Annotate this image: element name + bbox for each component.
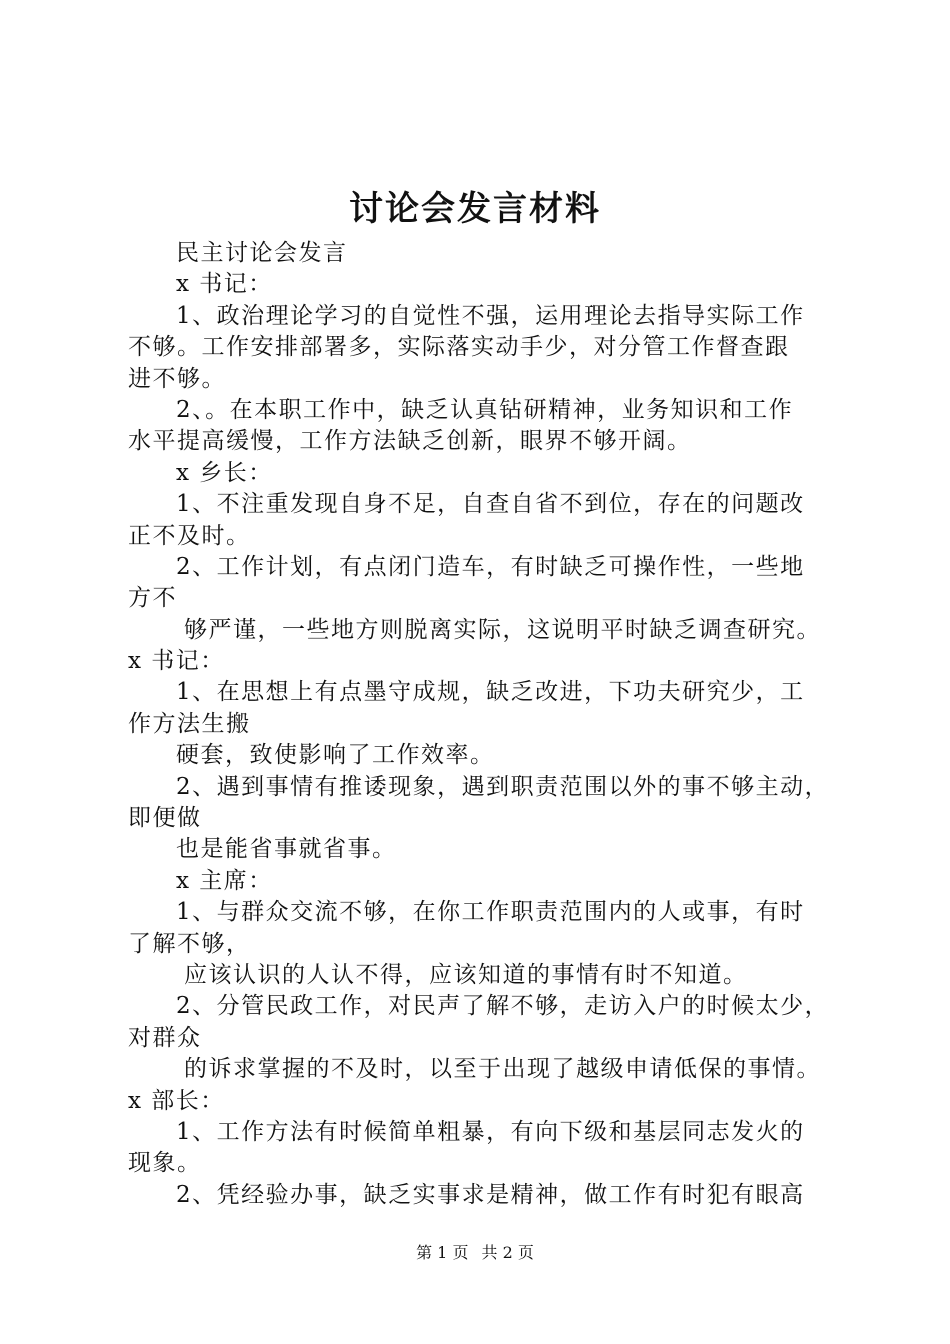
text-line: 2、凭经验办事，缺乏实事求是精神，做工作有时犯有眼高 <box>176 1181 805 1208</box>
page-title: 讨论会发言材料 <box>349 189 601 229</box>
text-line: 也是能省事就省事。 <box>176 836 397 863</box>
text-line: 现象。 <box>128 1150 202 1177</box>
text-line: 正不及时。 <box>128 522 251 549</box>
text-line: 不够。工作安排部署多，实际落实动手少，对分管工作督查跟 <box>128 334 790 361</box>
text-line: 了解不够， <box>128 930 251 957</box>
text-line: 1、不注重发现自身不足，自查自省不到位，存在的问题改 <box>176 491 805 518</box>
text-line: x 书记： <box>128 648 225 675</box>
text-line: x 部长： <box>128 1087 225 1114</box>
text-line: 1、政治理论学习的自觉性不强，运用理论去指导实际工作 <box>176 302 805 329</box>
text-line: 2、。在本职工作中，缺乏认真钻研精神，业务知识和工作 <box>176 396 794 423</box>
document-body <box>128 238 848 1211</box>
text-line: 水平提高缓慢，工作方法缺乏创新，眼界不够开阔。 <box>128 428 692 455</box>
text-line: 硬套，致使影响了工作效率。 <box>176 742 495 769</box>
text-line: 民主讨论会发言 <box>176 240 348 266</box>
page-number: 第 1 页 <box>416 1243 469 1262</box>
text-line: 即便做 <box>128 805 202 832</box>
page-total: 共 2 页 <box>481 1243 534 1262</box>
page-footer <box>0 1242 950 1264</box>
text-line: 够严谨，一些地方则脱离实际，这说明平时缺乏调查研究。 <box>184 616 821 643</box>
text-line: 进不够。 <box>128 365 226 392</box>
text-line: 2、工作计划，有点闭门造车，有时缺乏可操作性，一些地 <box>176 553 805 580</box>
text-line: 对群众 <box>128 1024 202 1051</box>
text-line: 的诉求掌握的不及时，以至于出现了越级申请低保的事情。 <box>184 1056 821 1083</box>
text-line: 1、工作方法有时候简单粗暴，有向下级和基层同志发火的 <box>176 1118 805 1145</box>
text-line: x 书记： <box>176 271 273 298</box>
text-line: 方不 <box>128 585 177 612</box>
text-line: 1、在思想上有点墨守成规，缺乏改进，下功夫研究少，工 <box>176 679 805 706</box>
text-line: 作方法生搬 <box>128 710 251 737</box>
text-line: 2、分管民政工作，对民声了解不够，走访入户的时候太少， <box>176 993 830 1020</box>
text-line: x 主席： <box>176 867 273 894</box>
text-line: 1、与群众交流不够，在你工作职责范围内的人或事，有时 <box>176 899 805 926</box>
text-line: 应该认识的人认不得，应该知道的事情有时不知道。 <box>184 961 748 988</box>
text-line: 2、遇到事情有推诿现象，遇到职责范围以外的事不够主动， <box>176 773 830 800</box>
text-line: x 乡长： <box>176 459 273 486</box>
